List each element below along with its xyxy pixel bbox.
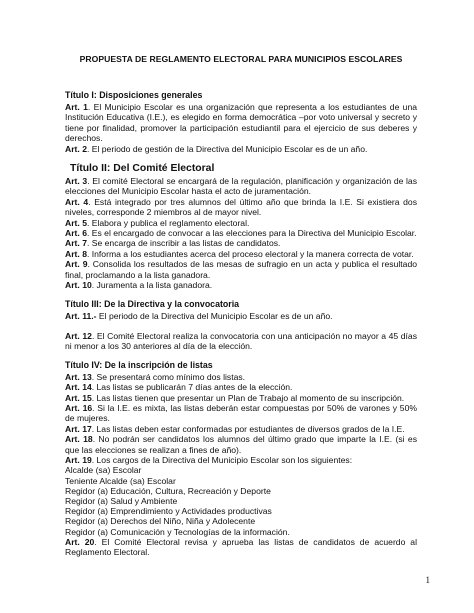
article-text: . Elabora y publica el reglamento electoral. xyxy=(86,217,250,228)
article-label: Art. 3 xyxy=(65,176,88,187)
article-text: . Si la I.E. es mixta, las listas deberán estar compuestas por 50% de varones y 50% de mujeres. xyxy=(65,402,417,424)
article-paragraph xyxy=(65,537,417,558)
article-text: . El periodo de gestión de la Directiva del Municipio Escolar es de un año. xyxy=(86,143,368,154)
section-list-registration xyxy=(65,360,417,558)
article-paragraph xyxy=(65,197,417,218)
article-label: Art. 14 xyxy=(65,382,92,393)
article-text: . Está integrado por tres alumnos del último año que brinda la I.E. Si existiera dos niveles, corresponde 2 miembros al de mayor nivel. xyxy=(65,196,418,218)
article-text: . El Municipio Escolar es una organización que representa a los estudiantes de una Institución Educativa (I.E.), es elegido en forma democrática –por voto universal y secreto y tiene por finalidad, promover la participación estudiantil para el ejercicio de sus deberes y derechos. xyxy=(65,102,417,144)
article-paragraph xyxy=(65,393,417,403)
article-label: Art. 9 xyxy=(65,259,88,270)
position-item: Regidor (a) Comunicación y Tecnologías de la información. xyxy=(65,526,290,537)
article-text: . El comité Electoral se encargará de la regulación, planificación y organización de las elecciones del Municipio Escolar hasta el acto de juramentación. xyxy=(65,176,417,197)
article-label: Art. 10 xyxy=(65,280,92,291)
article-text: . El Comité Electoral revisa y aprueba las listas de candidatos de acuerdo al Reglamento Electoral. xyxy=(65,536,418,558)
article-paragraph xyxy=(65,455,417,465)
article-text: . Las listas deben estar conformadas por estudiantes de diversos grados de la I.E. xyxy=(91,423,405,434)
article-paragraph xyxy=(65,372,417,382)
article-text: . Consolida los resultados de las mesas de sufragio en un acta y publica el resultado final, proclamando a la lista ganadora. xyxy=(65,259,418,280)
article-label: Art. 16 xyxy=(65,402,93,413)
article-text: . Informa a los estudiantes acerca del proceso electoral y la manera correcta de votar. xyxy=(86,248,414,259)
section-electoral-committee xyxy=(65,162,417,290)
article-paragraph xyxy=(65,218,417,228)
page-number: 1 xyxy=(425,575,430,585)
article-paragraph xyxy=(65,259,417,280)
article-text: . No podrán ser candidatos los alumnos del último grado que imparte la I.E. (si es que las elecciones se realizan a fines de año). xyxy=(65,434,417,455)
article-paragraph xyxy=(65,424,417,434)
position-item: Alcalde (sa) Escolar xyxy=(65,465,142,476)
article-label: Art. 11.- xyxy=(65,310,97,321)
position-item: Regidor (a) Salud y Ambiente xyxy=(65,495,178,506)
article-label: Art. 4 xyxy=(65,196,89,207)
section-general-provisions xyxy=(65,90,417,154)
section-heading: Título III: De la Directiva y la convocatoria xyxy=(65,298,240,309)
article-paragraph xyxy=(65,249,417,259)
article-paragraph xyxy=(65,403,417,424)
article-text: . Juramenta a la lista ganadora. xyxy=(91,280,213,291)
article-label: Art. 7 xyxy=(65,238,87,249)
section-heading: Título II: Del Comité Electoral xyxy=(70,163,215,175)
article-label: Art. 19 xyxy=(65,454,92,465)
article-text: . Es el encargado de convocar a las elecciones para la Directiva del Municipio Escolar. xyxy=(86,228,417,239)
document-title: PROPUESTA DE REGLAMENTO ELECTORAL PARA MUNICIPIOS ESCOLARES xyxy=(79,54,403,64)
article-label: Art. 6 xyxy=(65,228,87,239)
article-text: . Los cargos de la Directiva del Municipio Escolar son los siguientes: xyxy=(91,454,353,465)
article-label: Art. 1 xyxy=(65,102,88,112)
article-paragraph xyxy=(65,238,417,248)
article-paragraph xyxy=(65,311,417,321)
article-text: . Se presentará como mínimo dos listas. xyxy=(91,371,246,382)
article-label: Art. 5 xyxy=(65,217,87,228)
article-paragraph xyxy=(65,102,417,144)
article-paragraph xyxy=(65,144,417,154)
position-item: Regidor (a) Derechos del Niño, Niña y Adolecente xyxy=(65,516,256,527)
article-text: El periodo de la Directiva del Municipio Escolar es de un año. xyxy=(96,310,333,321)
article-paragraph xyxy=(65,280,417,290)
document-body xyxy=(65,54,417,566)
article-paragraph xyxy=(65,176,417,197)
article-label: Art. 18 xyxy=(65,434,93,445)
article-label: Art. 17 xyxy=(65,423,92,434)
article-paragraph xyxy=(65,434,417,455)
article-label: Art. 13 xyxy=(65,371,92,382)
section-heading: Título I: Disposiciones generales xyxy=(65,90,203,100)
article-label: Art. 12 xyxy=(65,330,92,341)
position-item: Teniente Alcalde (sa) Escolar xyxy=(65,475,176,486)
article-text: . Se encarga de inscribir a las listas de candidatos. xyxy=(86,238,281,249)
article-label: Art. 20 xyxy=(65,536,95,547)
section-heading: Título IV: De la inscripción de listas xyxy=(65,359,213,370)
article-label: Art. 15 xyxy=(65,392,92,403)
article-text: . Las listas tienen que presentar un Plan de Trabajo al momento de su inscripción. xyxy=(91,392,405,403)
section-directive-convocation xyxy=(65,299,417,352)
article-text: . El Comité Electoral realiza la convocatoria con una anticipación no mayor a 45 días ni menor a los 30 anteriores al día de la elección. xyxy=(65,330,417,352)
article-text: . Las listas se publicarán 7 días antes de la elección. xyxy=(91,382,293,393)
article-label: Art. 8 xyxy=(65,248,87,259)
position-item: Regidor (a) Emprendimiento y Actividades productivas xyxy=(65,506,272,517)
article-paragraph xyxy=(65,228,417,238)
position-item: Regidor (a) Educación, Cultura, Recreación y Deporte xyxy=(65,485,271,496)
article-label: Art. 2 xyxy=(65,143,87,154)
article-paragraph xyxy=(65,382,417,392)
article-paragraph xyxy=(65,331,417,352)
